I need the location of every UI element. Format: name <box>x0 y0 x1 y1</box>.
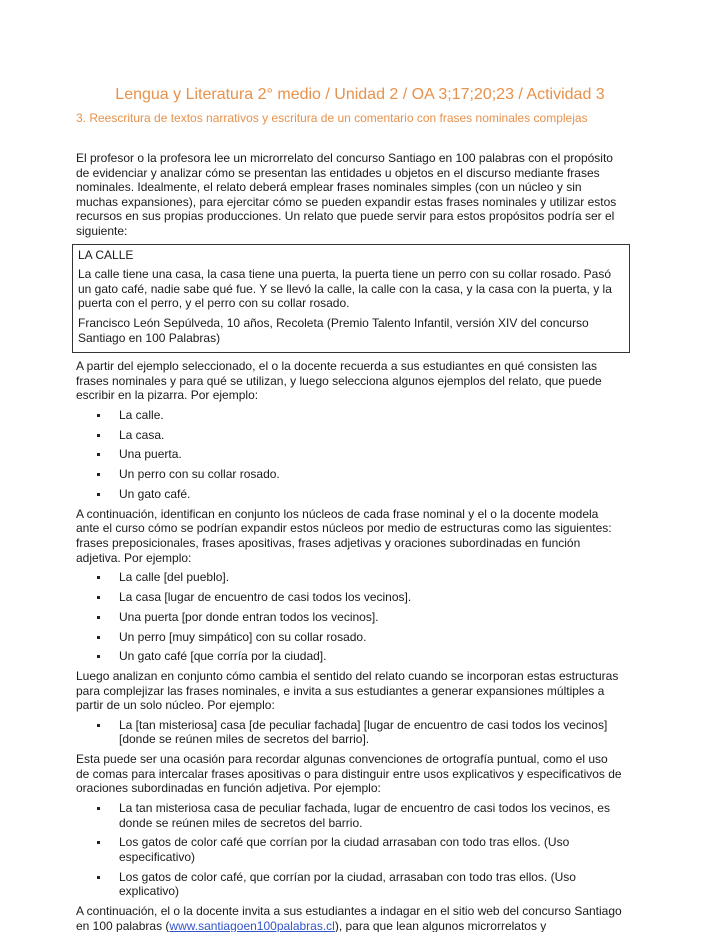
list-item: Los gatos de color café, que corrían por la ciudad, arrasaban con todo tras ellos. (Uso explicativo) <box>76 870 624 899</box>
story-title: LA CALLE <box>78 247 134 262</box>
paragraph-6-text: A continuación, el o la docente invita a sus estudiantes a indagar en el sitio web del concurso Santiago en 100 palabras ( <box>76 904 622 932</box>
story-text: La calle tiene una casa, la casa tiene una puerta, la puerta tiene un perro con su collar rosado. Pasó un gato café, nadie sabe qué fue. Y se llevó la calle, la calle con la casa, y la casa con la puerta, y la puerta con el perro, y el perro con su collar rosado. <box>78 267 612 311</box>
story-author: Francisco León Sepúlveda, 10 años, Recoleta (Premio Talento Infantil, versión XIV del concurso Santiago en 100 Palabras) <box>78 315 589 345</box>
list-item: Un perro con su collar rosado. <box>76 467 624 482</box>
list-item: Los gatos de color café que corrían por la ciudad arrasaban con todo tras ellos. (Uso especificativo) <box>76 835 624 864</box>
list-item: La calle [del pueblo]. <box>76 570 624 585</box>
page-title: Lengua y Literatura 2° medio / Unidad 2 / OA 3;17;20;23 / Actividad 3 <box>115 86 605 103</box>
list-item: Un perro [muy simpático] con su collar rosado. <box>76 630 624 645</box>
list-item: La tan misteriosa casa de peculiar fachada, lugar de encuentro de casi todos los vecinos, es donde se reúnen miles de secretos del barrio. <box>76 801 624 830</box>
list-item: La calle. <box>76 408 624 423</box>
list-multiple-expansions <box>76 718 624 747</box>
list-item: La casa. <box>76 428 624 443</box>
list-item: La casa [lugar de encuentro de casi todos los vecinos]. <box>76 590 624 605</box>
list-item: La [tan misteriosa] casa [de peculiar fachada] [lugar de encuentro de casi todos los vecinos] [donde se reúnen miles de secretos del barrio]. <box>76 718 624 747</box>
document-body <box>76 151 624 932</box>
paragraph-5: Esta puede ser una ocasión para recordar algunas convenciones de ortografía puntual, como el uso de comas para intercalar frases apositivas o para distinguir entre usos explicativos y especificativos de oraciones subordinadas en función adjetiva. Por ejemplo: <box>76 752 622 796</box>
paragraph-2: A partir del ejemplo seleccionado, el o la docente recuerda a sus estudiantes en qué consisten las frases nominales y para qué se utilizan, y luego selecciona algunos ejemplos del relato, que puede escribir en la pizarra. Por ejemplo: <box>76 359 602 403</box>
paragraph-4: Luego analizan en conjunto cómo cambia el sentido del relato cuando se incorporan estas estructuras para complejizar las frases nominales, e invita a sus estudiantes a generar expansiones múltiples a partir de un solo núcleo. Por ejemplo: <box>76 669 619 713</box>
paragraph-3: A continuación, identifican en conjunto los núcleos de cada frase nominal y el o la docente modela ante el curso cómo se podrían expandir estos núcleos por medio de estructuras como las siguientes: frases preposicionales, frases apositivas, frases adjetivas y oraciones subordinadas en función adjetiva. Por ejemplo: <box>76 506 612 565</box>
list-expanded-phrases <box>76 570 624 664</box>
list-item: Una puerta. <box>76 447 624 462</box>
list-item: Un gato café. <box>76 487 624 502</box>
list-simple-phrases <box>76 408 624 502</box>
intro-paragraph: El profesor o la profesora lee un microrrelato del concurso Santiago en 100 palabras con el propósito de evidenciar y analizar cómo se presentan las entidades u objetos en el discurso mediante frases nominales. Idealmente, el relato deberá emplear frases nominales simples (con un núcleo y sin muchas expansiones), para ejercitar cómo se pueden expandir estas frases nominales y utilizar estos recursos en sus propias producciones. Un relato que puede servir para estos propósitos podría ser el siguiente: <box>76 151 617 238</box>
contest-website-link[interactable]: www.santiagoen100palabras.cl <box>169 918 335 932</box>
paragraph-6-text-end: ), para que lean algunos microrrelatos y <box>334 918 547 932</box>
list-item: Un gato café [que corría por la ciudad]. <box>76 649 624 664</box>
list-item: Una puerta [por donde entran todos los vecinos]. <box>76 610 624 625</box>
section-subtitle: 3. Reescritura de textos narrativos y escritura de un comentario con frases nominales complejas <box>76 111 588 125</box>
paragraph-6 <box>76 904 624 932</box>
list-punctuation-examples <box>76 801 624 899</box>
story-box <box>72 244 630 354</box>
